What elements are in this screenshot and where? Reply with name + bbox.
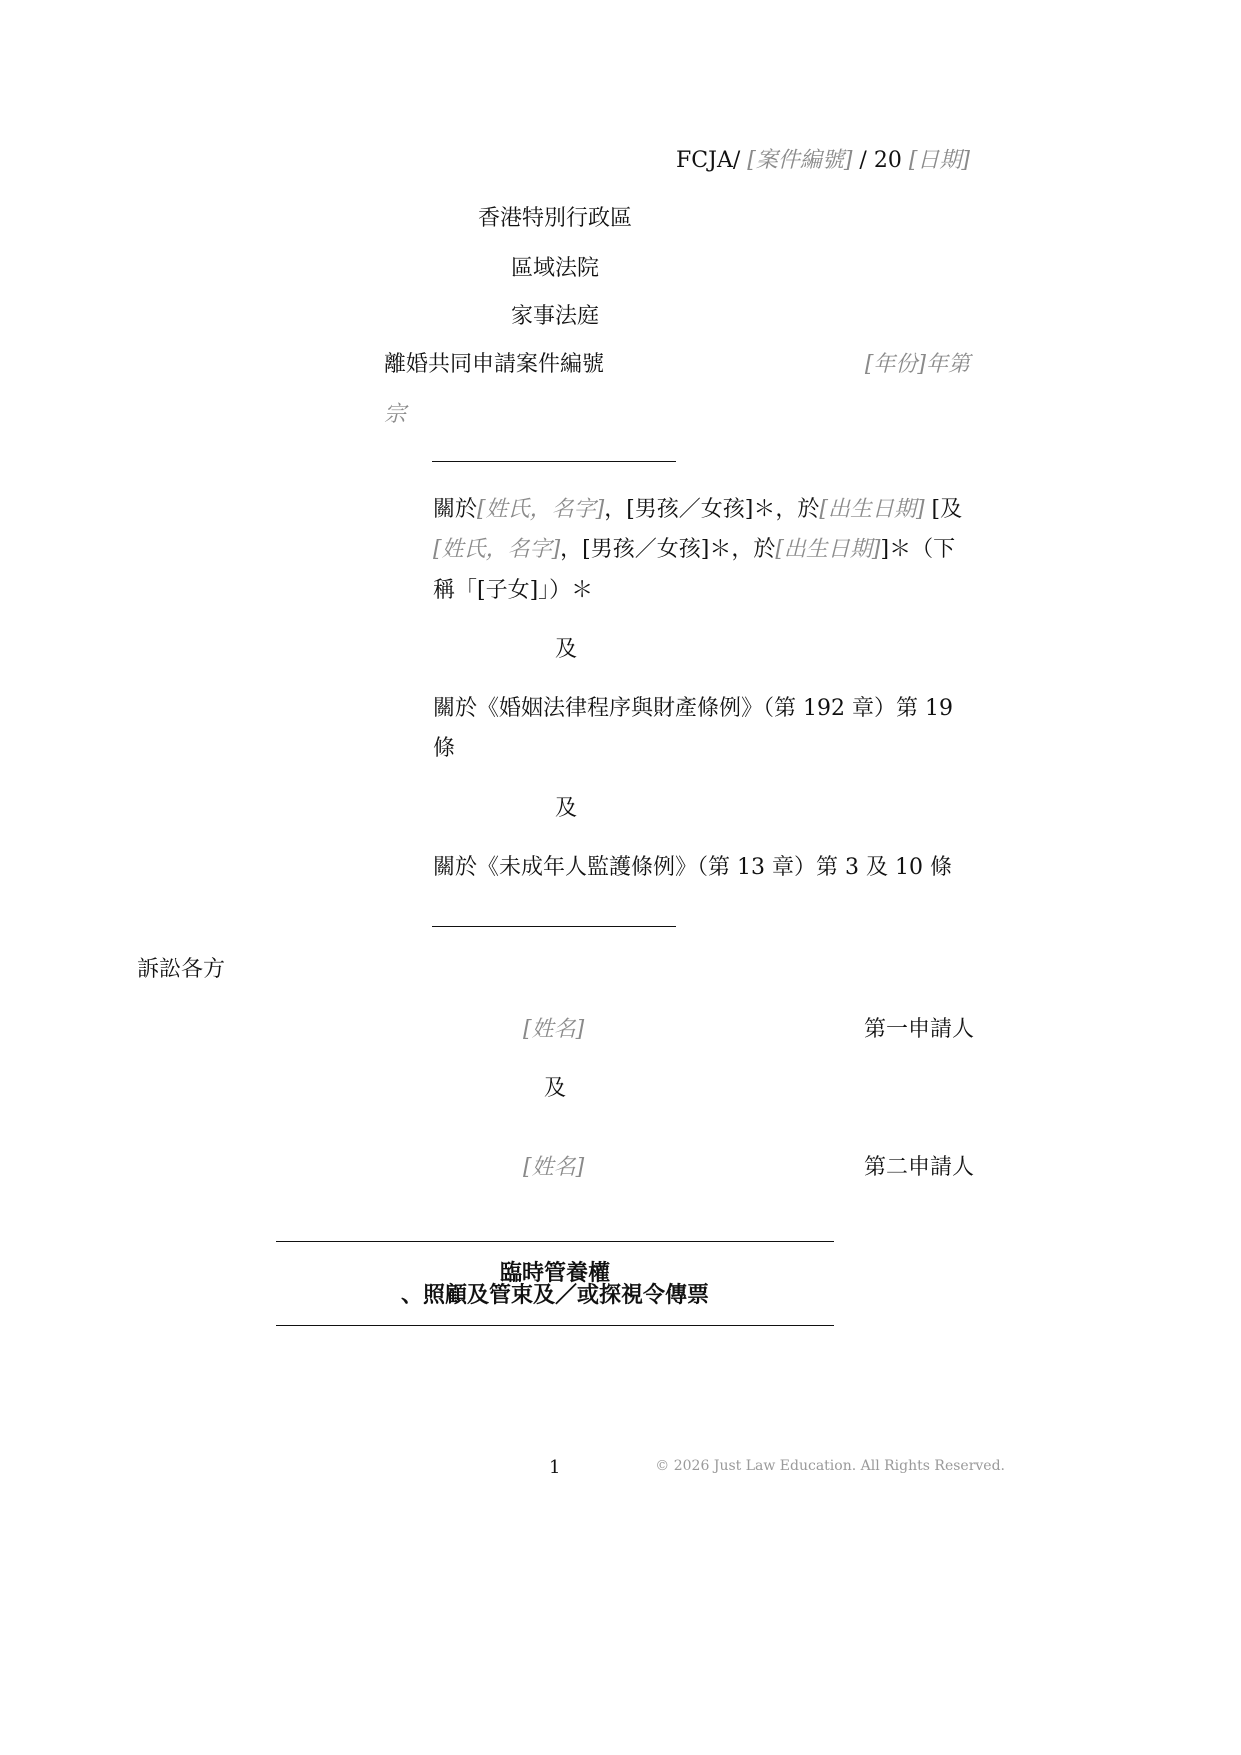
child-and: [及 bbox=[924, 497, 963, 522]
first-applicant-name-placeholder: [姓名] bbox=[523, 1017, 585, 1042]
court-name: 區域法院 bbox=[510, 256, 599, 281]
document-title-line2: 、照顧及管束及／或探視令傳票 bbox=[400, 1282, 709, 1308]
child1-name-placeholder: [姓氏，名字] bbox=[477, 497, 605, 522]
court-region: 香港特別行政區 bbox=[477, 206, 632, 231]
application-year bbox=[865, 354, 970, 376]
application-suffix: 宗 bbox=[384, 402, 407, 427]
title-top-divider bbox=[276, 1241, 834, 1242]
application-label: 離婚共同申請案件編號 bbox=[384, 352, 605, 377]
child1-gender: ，[男孩／女孩]＊，於 bbox=[604, 497, 820, 522]
matter-children-intro: 關於 bbox=[433, 497, 478, 522]
child1-dob-placeholder: [出生日期] bbox=[819, 497, 925, 522]
document-title-line1: 臨時管養權 bbox=[499, 1260, 610, 1286]
case-prefix: FCJA/ bbox=[676, 148, 748, 173]
matter-top-divider bbox=[432, 461, 676, 462]
application-year-suffix: 年第 bbox=[925, 352, 970, 377]
second-applicant-name-placeholder: [姓名] bbox=[523, 1155, 585, 1180]
application-year-placeholder: [年份] bbox=[864, 352, 926, 377]
parties-and: 及 bbox=[544, 1076, 567, 1101]
copyright-notice: © 2026 Just Law Education. All Rights Reserved. bbox=[655, 1458, 1005, 1474]
case-date-placeholder: [日期] bbox=[908, 148, 970, 173]
ordinance-192-line2: 條 bbox=[433, 736, 456, 761]
case-reference bbox=[676, 150, 970, 172]
second-applicant-role: 第二申請人 bbox=[863, 1155, 974, 1180]
matter-and-1: 及 bbox=[555, 637, 578, 662]
ordinance-192-line1: 關於《婚姻法律程序與財產條例》（第 192 章）第 19 bbox=[433, 696, 953, 721]
title-bottom-divider bbox=[276, 1325, 834, 1326]
child2-name-placeholder: [姓氏，名字] bbox=[433, 537, 561, 562]
children-hereinafter: ]＊（下 bbox=[880, 537, 956, 562]
court-division: 家事法庭 bbox=[510, 304, 599, 329]
child2-gender: ，[男孩／女孩]＊，於 bbox=[560, 537, 776, 562]
matter-children-line1 bbox=[433, 499, 962, 521]
matter-bottom-divider bbox=[432, 926, 676, 927]
matter-children-line2 bbox=[433, 539, 955, 561]
child2-dob-placeholder: [出生日期] bbox=[775, 537, 881, 562]
parties-heading: 訴訟各方 bbox=[137, 957, 226, 982]
matter-and-2: 及 bbox=[555, 796, 578, 821]
case-middle: / 20 bbox=[852, 148, 909, 173]
page-number: 1 bbox=[549, 1457, 561, 1478]
matter-children-line3: 稱「[子女]」）＊ bbox=[433, 578, 594, 603]
ordinance-13: 關於《未成年人監護條例》（第 13 章）第 3 及 10 條 bbox=[433, 855, 952, 880]
case-number-placeholder: [案件編號] bbox=[747, 148, 853, 173]
first-applicant-role: 第一申請人 bbox=[863, 1017, 974, 1042]
